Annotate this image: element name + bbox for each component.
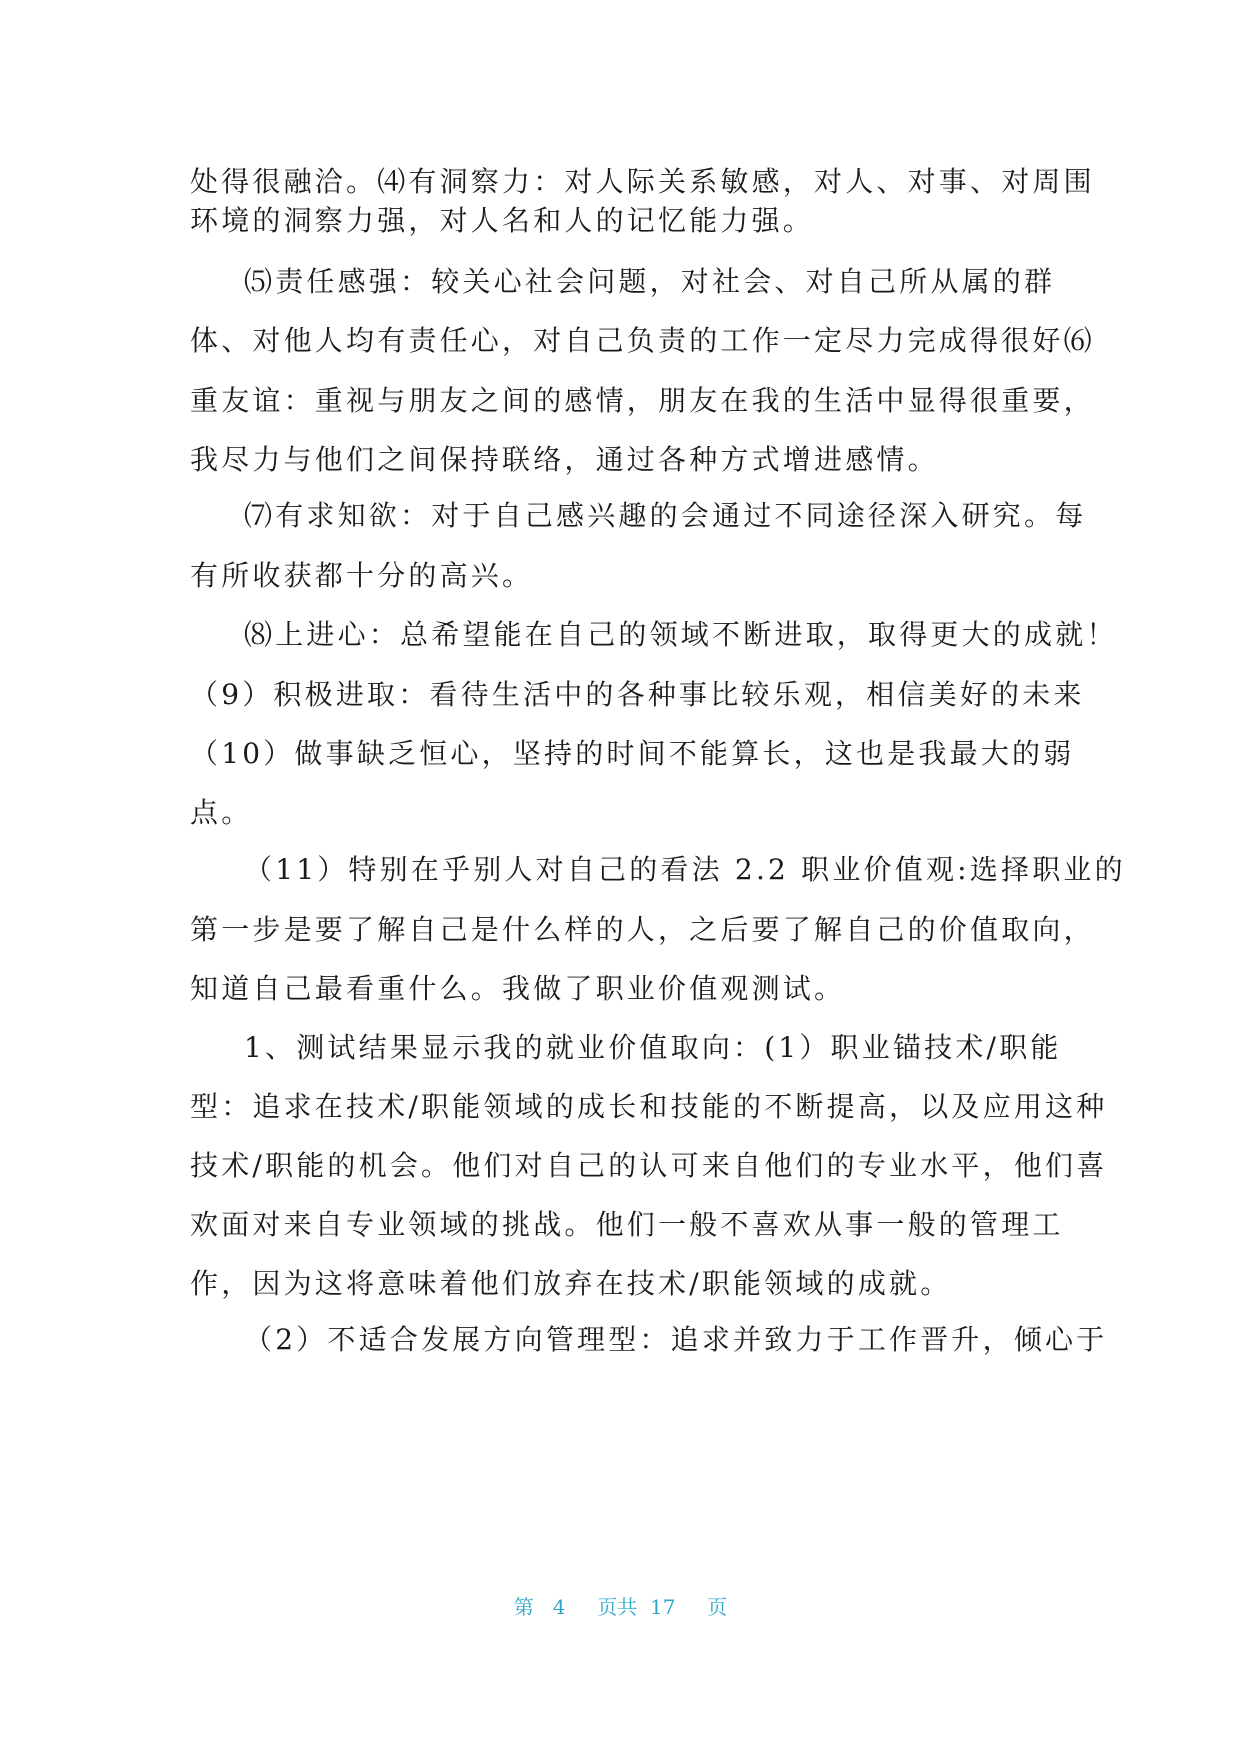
text-line: 处得很融洽。⑷有洞察力：对人际关系敏感，对人、对事、对周围 [190, 165, 1095, 198]
text-line: （9）积极进取：看待生活中的各种事比较乐观，相信美好的未来 [190, 678, 1085, 711]
text-line: 作，因为这将意味着他们放弃在技术/职能领域的成就。 [190, 1267, 952, 1300]
text-line: 型：追求在技术/职能领域的成长和技能的不断提高，以及应用这种 [190, 1090, 1108, 1123]
text-line: 欢面对来自专业领域的挑战。他们一般不喜欢从事一般的管理工 [190, 1208, 1064, 1241]
text-line: 重友谊：重视与朋友之间的感情，朋友在我的生活中显得很重要， [190, 384, 1095, 417]
footer-prefix: 第 [513, 1595, 534, 1619]
paragraph-start-line: ⑺有求知欲：对于自己感兴趣的会通过不同途径深入研究。每 [244, 499, 1087, 532]
text-line: 我尽力与他们之间保持联络，通过各种方式增进感情。 [190, 443, 939, 476]
current-page-number: 4 [552, 1595, 566, 1619]
paragraph-start-line: ⑸责任感强：较关心社会问题，对社会、对自己所从属的群 [244, 265, 1056, 298]
total-pages-number: 17 [650, 1595, 676, 1619]
footer-middle: 页共 [597, 1595, 638, 1619]
text-line: 环境的洞察力强，对人名和人的记忆能力强。 [190, 204, 815, 237]
text-line: 有所收获都十分的高兴。 [190, 559, 534, 592]
text-line: （10）做事缺乏恒心，坚持的时间不能算长，这也是我最大的弱 [190, 737, 1075, 770]
paragraph-start-line: ⑻上进心：总希望能在自己的领域不断进取，取得更大的成就！ [244, 618, 1118, 651]
paragraph-start-line: （11）特别在乎别人对自己的看法 2.2 职业价值观:选择职业的 [244, 853, 1126, 886]
text-line: 知道自己最看重什么。我做了职业价值观测试。 [190, 972, 846, 1005]
text-line: 点。 [190, 796, 253, 829]
text-line: 体、对他人均有责任心，对自己负责的工作一定尽力完成得很好⑹ [190, 324, 1095, 357]
text-line: 第一步是要了解自己是什么样的人，之后要了解自己的价值取向， [190, 913, 1095, 946]
footer-suffix: 页 [707, 1595, 728, 1619]
text-line: 技术/职能的机会。他们对自己的认可来自他们的专业水平，他们喜 [190, 1149, 1108, 1182]
paragraph-start-line: （2）不适合发展方向管理型：追求并致力于工作晋升，倾心于 [244, 1323, 1108, 1356]
page-footer [0, 1592, 1241, 1622]
paragraph-start-line: 1、测试结果显示我的就业价值取向：(1）职业锚技术/职能 [244, 1031, 1062, 1064]
